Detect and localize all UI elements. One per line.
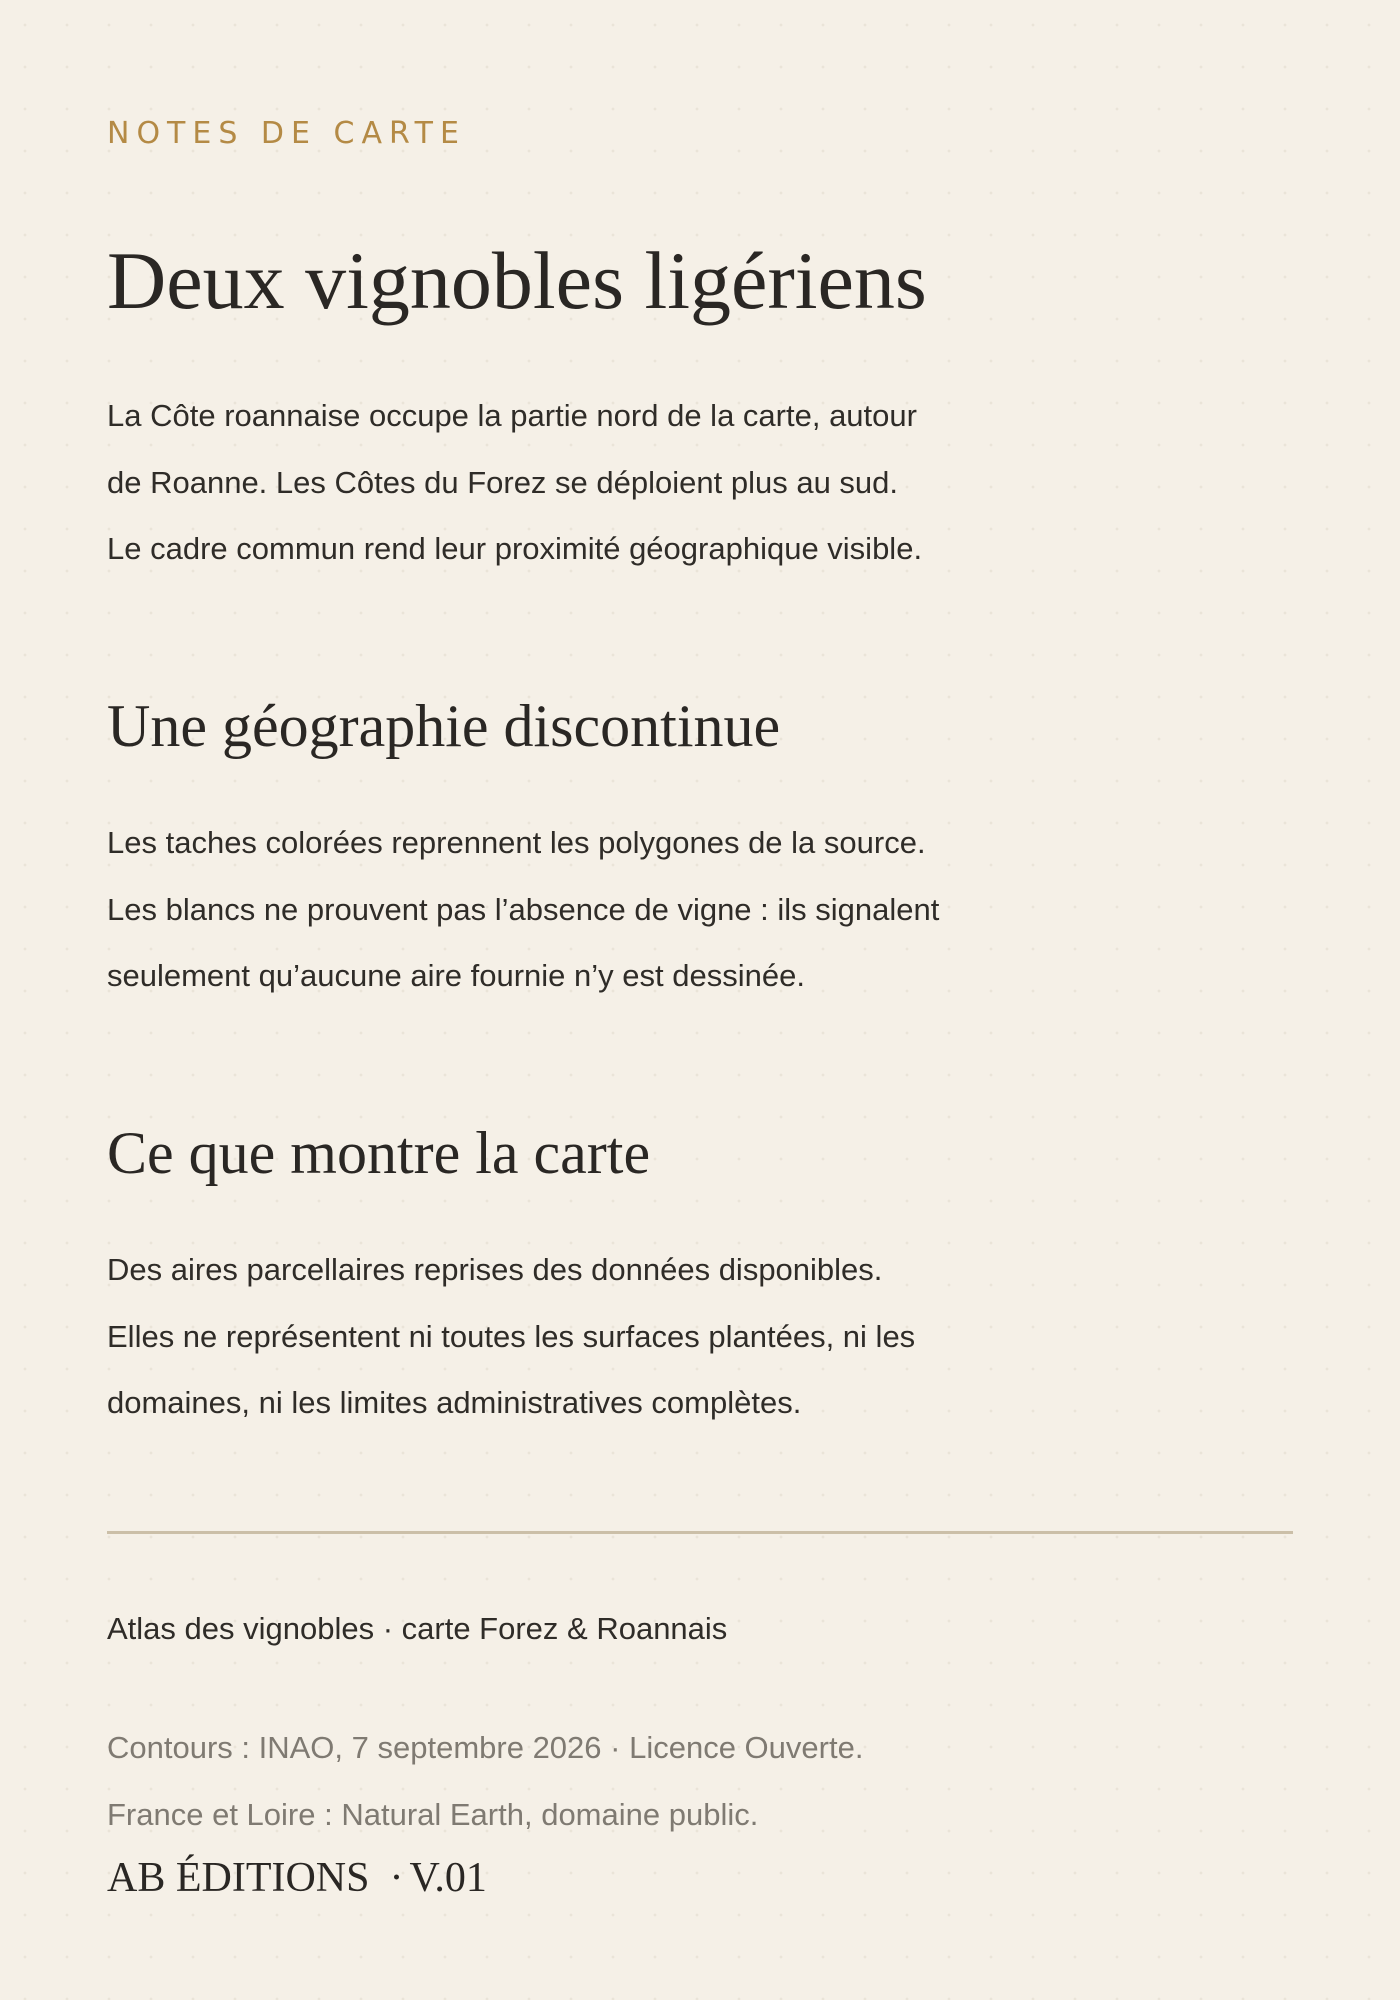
paragraph-line: Des aires parcellaires reprises des données disponibles. <box>107 1252 883 1287</box>
intro-line: Le cadre commun rend leur proximité géographique visible. <box>107 531 923 566</box>
credit-line: Contours : INAO, 7 septembre 2026 · Licence Ouverte. <box>107 1730 864 1765</box>
section-paragraph-carte <box>107 1237 915 1437</box>
footer-title: Atlas des vignobles · carte Forez & Roannais <box>107 1611 728 1646</box>
brand-separator: · <box>389 1855 404 1901</box>
paragraph-line: seulement qu’aucune aire fournie n’y est dessinée. <box>107 958 805 993</box>
publisher-name: AB ÉDITIONS <box>107 1855 370 1901</box>
eyebrow-label: NOTES DE CARTE <box>107 116 466 151</box>
paragraph-line: Elles ne représentent ni toutes les surfaces plantées, ni les <box>107 1318 916 1354</box>
publisher-mark <box>107 1850 487 1906</box>
intro-line: La Côte roannaise occupe la partie nord de la carte, autour <box>107 398 917 433</box>
intro-line: de Roanne. Les Côtes du Forez se déploient plus au sud. <box>107 464 899 500</box>
version-label: V.01 <box>409 1855 487 1901</box>
paragraph-line: Les blancs ne prouvent pas l’absence de vigne : ils signalent <box>107 891 940 927</box>
footer-divider <box>107 1531 1293 1534</box>
section-heading-carte: Ce que montre la carte <box>107 1120 651 1186</box>
paragraph-line: domaines, ni les limites administratives complètes. <box>107 1385 802 1420</box>
source-credits <box>107 1714 863 1848</box>
credit-line: France et Loire : Natural Earth, domaine public. <box>107 1797 759 1832</box>
section-paragraph-geographie <box>107 810 939 1010</box>
intro-paragraph <box>107 383 922 583</box>
page-title: Deux vignobles ligériens <box>107 235 927 326</box>
section-heading-geographie: Une géographie discontinue <box>107 693 781 759</box>
paragraph-line: Les taches colorées reprennent les polygones de la source. <box>107 825 926 860</box>
